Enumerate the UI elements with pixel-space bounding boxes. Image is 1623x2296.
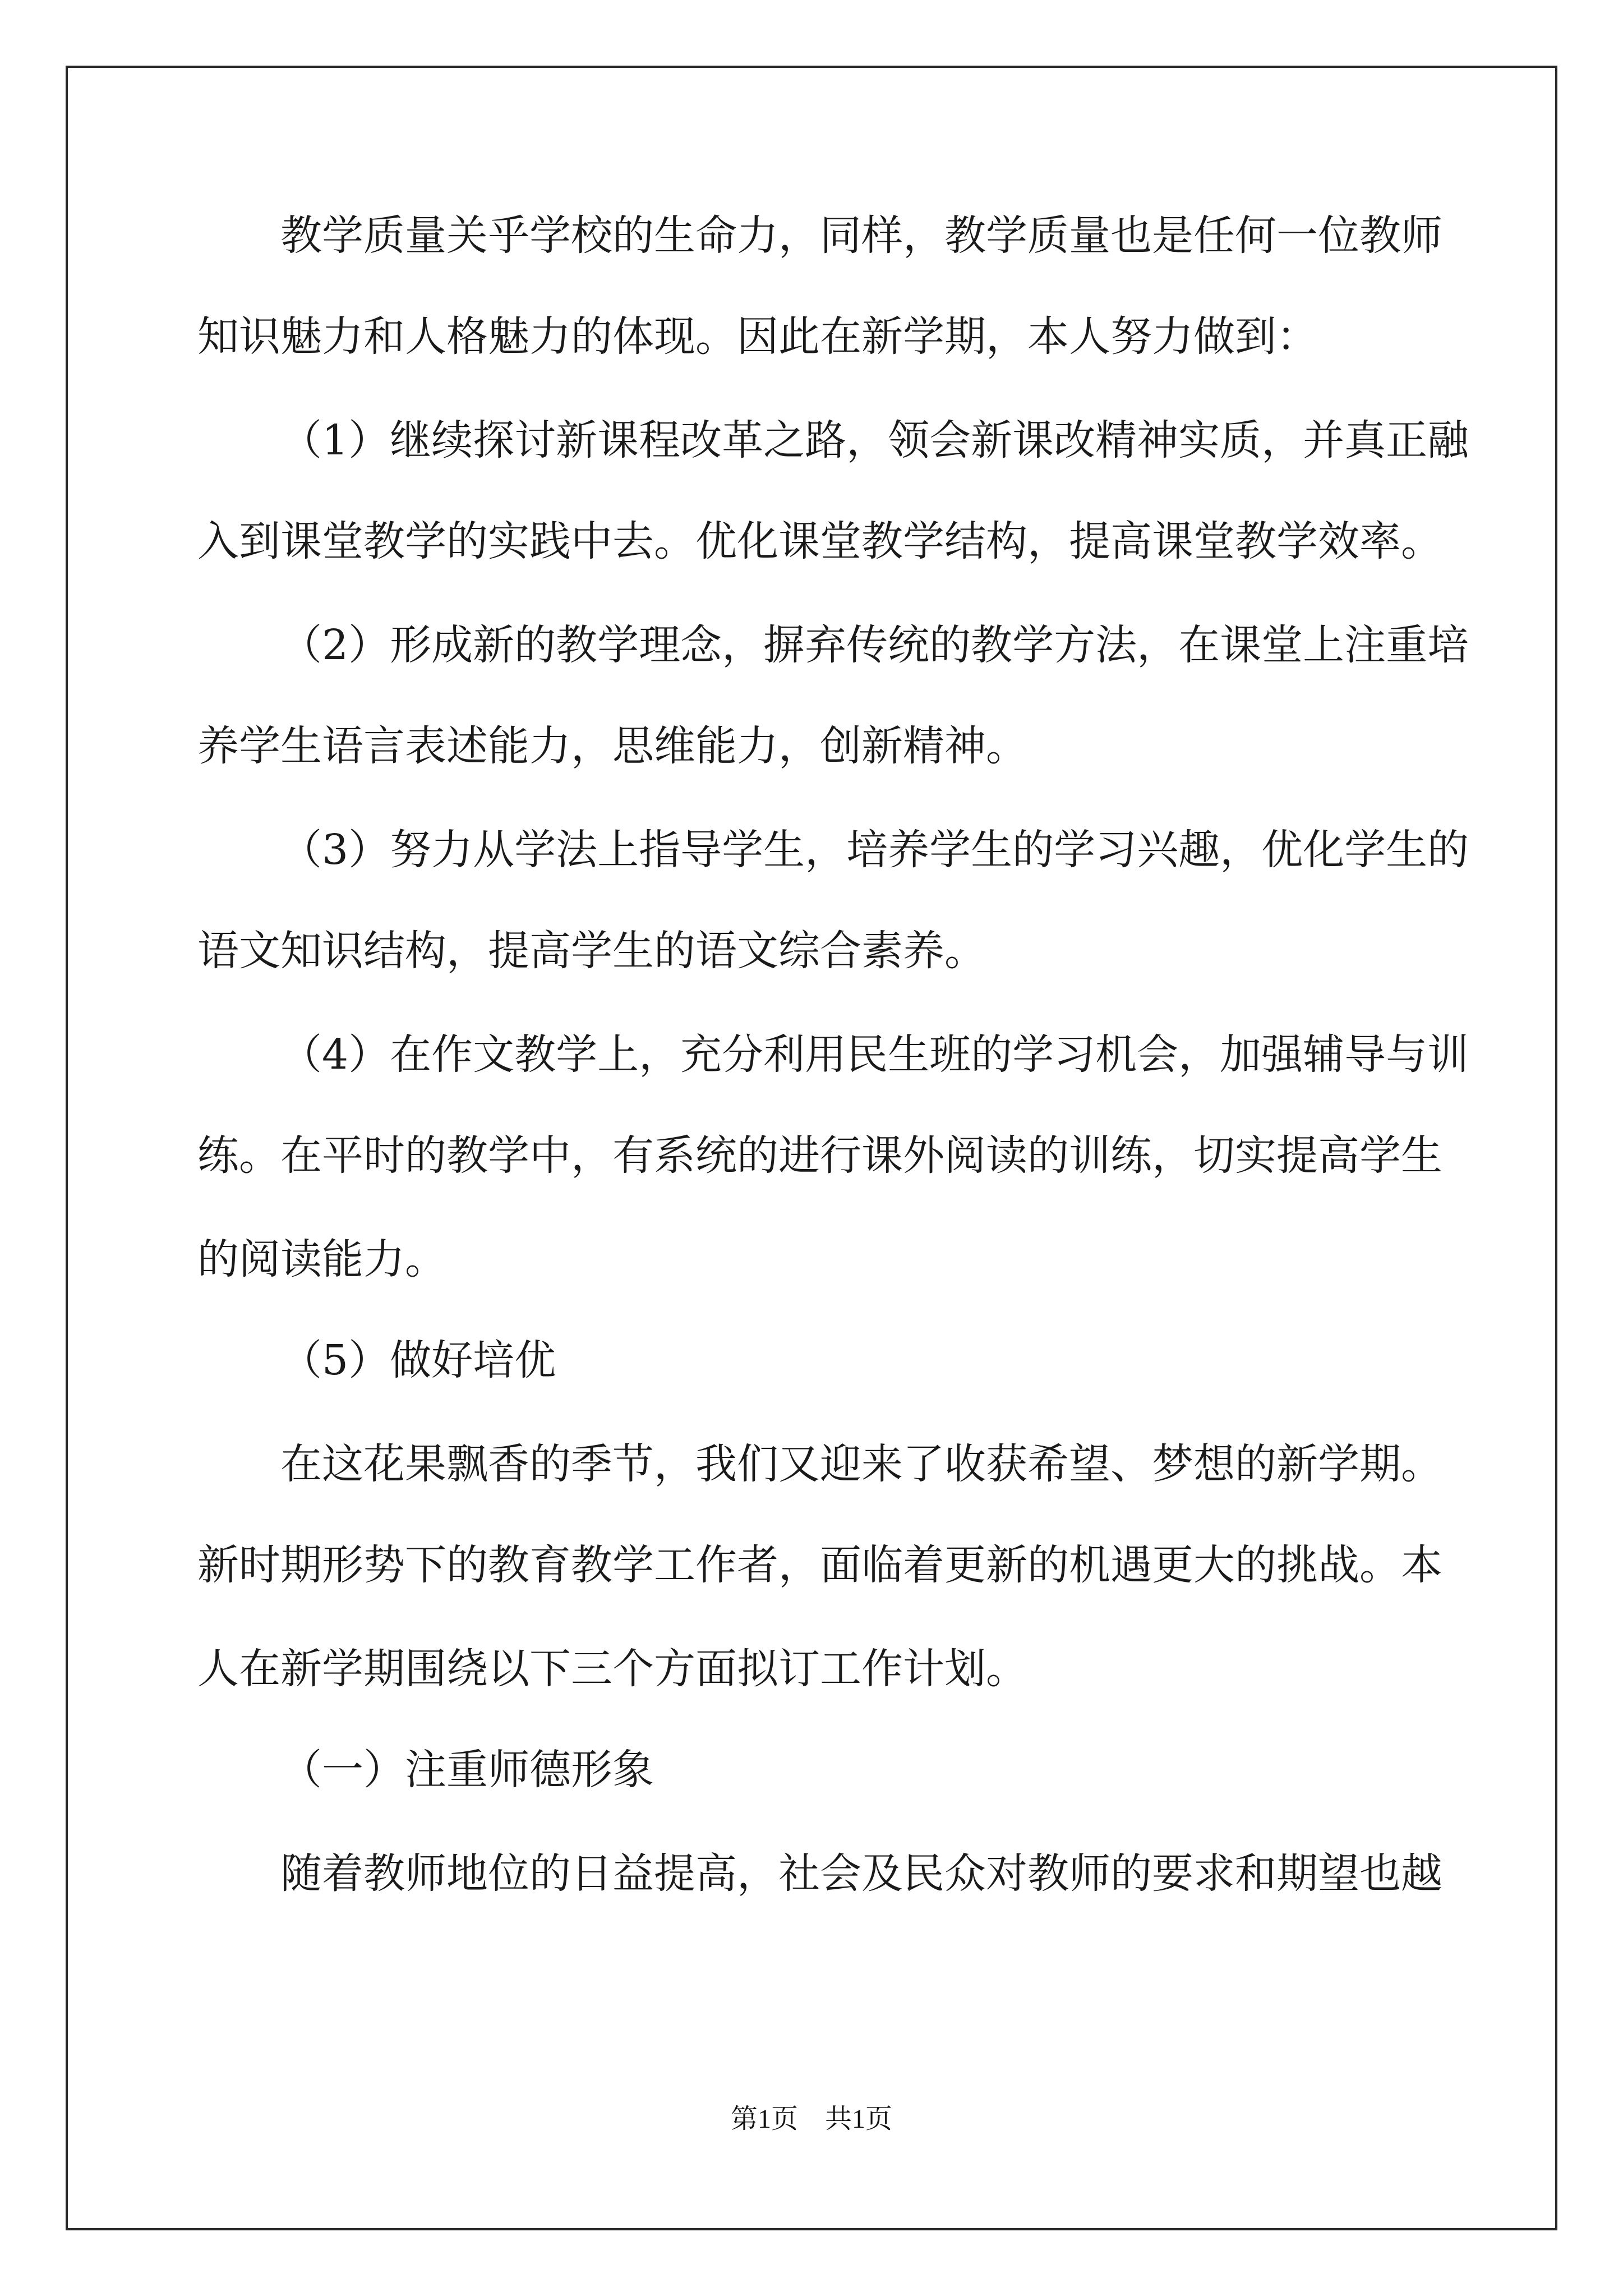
text-line-12: （5）做好培优: [280, 1336, 556, 1384]
text-line-3: （1）继续探讨新课程改革之路，领会新课改精神实质，并真正融: [280, 416, 1469, 464]
text-line-7: （3）努力从学法上指导学生，培养学生的学习兴趣，优化学生的: [280, 826, 1469, 874]
text-line-2: 知识魅力和人格魅力的体现。因此在新学期，本人努力做到：: [197, 312, 1318, 361]
text-line-6: 养学生语言表述能力，思维能力，创新精神。: [197, 722, 1027, 770]
text-line-10: 练。在平时的教学中，有系统的进行课外阅读的训练，切实提高学生: [197, 1131, 1442, 1180]
text-line-8: 语文知识结构，提高学生的语文综合素养。: [197, 927, 986, 975]
text-line-14: 新时期形势下的教育教学工作者，面临着更新的机遇更大的挑战。本: [197, 1541, 1442, 1589]
text-line-13: 在这花果飘香的季节，我们又迎来了收获希望、梦想的新学期。: [280, 1440, 1442, 1488]
text-line-4: 入到课堂教学的实践中去。优化课堂教学结构，提高课堂教学效率。: [197, 517, 1442, 565]
text-line-17: 随着教师地位的日益提高，社会及民众对教师的要求和期望也越: [280, 1849, 1442, 1898]
page-footer: 第1页 共1页: [730, 2104, 892, 2134]
text-line-15: 人在新学期围绕以下三个方面拟订工作计划。: [197, 1645, 1027, 1693]
text-line-11: 的阅读能力。: [197, 1235, 446, 1283]
text-line-16: （一）注重师德形象: [280, 1746, 654, 1794]
text-line-9: （4）在作文教学上，充分利用民生班的学习机会，加强辅导与训: [280, 1030, 1469, 1079]
text-line-1: 教学质量关乎学校的生命力，同样，教学质量也是任何一位教师: [280, 211, 1442, 260]
text-line-5: （2）形成新的教学理念，摒弃传统的教学方法，在课堂上注重培: [280, 621, 1469, 669]
